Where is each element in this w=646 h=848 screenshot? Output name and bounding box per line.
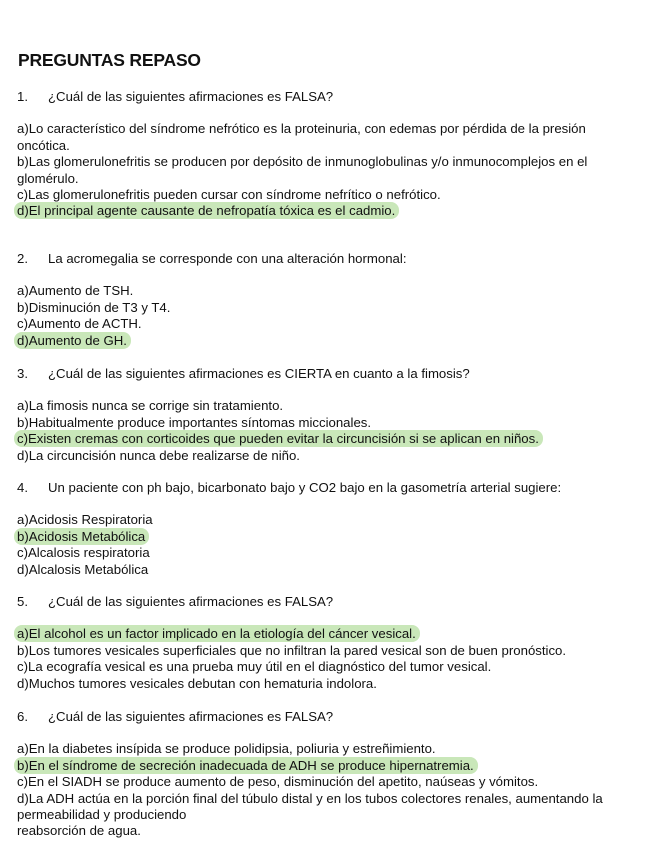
question-stem [17, 709, 637, 725]
answer-option: b)Los tumores vesicales superficiales que no infiltran la pared vesical son de buen pronóstico. [17, 642, 567, 658]
answer-option: b)Habitualmente produce importantes síntomas miccionales. [17, 414, 372, 430]
answer-option: d)Alcalosis Metabólica [17, 561, 149, 577]
question-6 [17, 709, 637, 840]
question-text: La acromegalia se corresponde con una alteración hormonal: [48, 251, 407, 266]
question-stem [17, 594, 637, 610]
question-text: ¿Cuál de las siguientes afirmaciones es CIERTA en cuanto a la fimosis? [48, 366, 470, 381]
question-4 [17, 480, 637, 578]
question-text: ¿Cuál de las siguientes afirmaciones es FALSA? [48, 594, 334, 609]
question-number: 3. [17, 366, 28, 381]
question-stem [17, 251, 637, 267]
answer-option: c)La ecografía vesical es una prueba muy útil en el diagnóstico del tumor vesical. [17, 659, 492, 675]
answer-options [17, 283, 637, 349]
question-number: 2. [17, 251, 28, 266]
question-2 [17, 251, 637, 349]
question-number: 1. [17, 89, 28, 104]
answer-option: d)Muchos tumores vesicales debutan con hematuria indolora. [17, 675, 377, 691]
page-title: PREGUNTAS REPASO [18, 50, 201, 70]
answer-option: b)Las glomerulonefritis se producen por depósito de inmunoglobulinas y/o inmunocomplejos en el glomérulo. [17, 154, 588, 186]
answer-option-highlighted: d)Aumento de GH. [17, 333, 637, 349]
answer-option-highlighted: b)Acidosis Metabólica [17, 529, 637, 545]
question-number: 5. [17, 594, 28, 609]
question-stem [17, 366, 637, 382]
answer-options [17, 741, 637, 839]
question-stem [17, 480, 637, 496]
answer-option: a)Acidosis Respiratoria [17, 512, 153, 528]
answer-option: c)Alcalosis respiratoria [17, 545, 150, 561]
answer-option: d)La circuncisión nunca debe realizarse de niño. [17, 447, 300, 463]
question-number: 4. [17, 480, 28, 495]
answer-options [17, 121, 637, 219]
answer-option-highlighted: c)Existen cremas con corticoides que pueden evitar la circuncisión si se aplican en niños. [17, 431, 637, 447]
question-text: Un paciente con ph bajo, bicarbonato bajo y CO2 bajo en la gasometría arterial sugiere: [48, 480, 562, 495]
answer-option: c)Las glomerulonefritis pueden cursar con síndrome nefrítico o nefrótico. [17, 187, 441, 203]
answer-options [17, 626, 637, 692]
answer-option: a)En la diabetes insípida se produce polidipsia, poliuria y estreñimiento. [17, 741, 436, 757]
answer-option-highlighted: b)En el síndrome de secreción inadecuada de ADH se produce hipernatremia. [17, 758, 637, 774]
answer-option: a)La fimosis nunca se corrige sin tratamiento. [17, 398, 284, 414]
answer-option: c)En el SIADH se produce aumento de peso, disminución del apetito, naúseas y vómitos. [17, 774, 539, 790]
question-number: 6. [17, 709, 28, 724]
answer-option-highlighted: a)El alcohol es un factor implicado en la etiología del cáncer vesical. [17, 626, 637, 642]
answer-options [17, 512, 637, 578]
answer-option: a)Aumento de TSH. [17, 283, 134, 299]
answer-option: a)Lo característico del síndrome nefrótico es la proteinuria, con edemas por pérdida de la presión oncótica. [17, 121, 586, 153]
answer-option: c)Aumento de ACTH. [17, 316, 142, 332]
question-stem [17, 89, 637, 105]
answer-options [17, 398, 637, 464]
answer-option-highlighted: d)El principal agente causante de nefropatía tóxica es el cadmio. [17, 203, 637, 219]
question-1 [17, 89, 637, 220]
answer-option: d)La ADH actúa en la porción final del túbulo distal y en los tubos colectores renales, aumentando la permeabilidad y produciendo reabsorción de agua. [17, 790, 603, 839]
question-3 [17, 366, 637, 464]
question-text: ¿Cuál de las siguientes afirmaciones es FALSA? [48, 89, 334, 104]
question-text: ¿Cuál de las siguientes afirmaciones es FALSA? [48, 709, 334, 724]
answer-option: b)Disminución de T3 y T4. [17, 299, 171, 315]
question-5 [17, 594, 637, 692]
